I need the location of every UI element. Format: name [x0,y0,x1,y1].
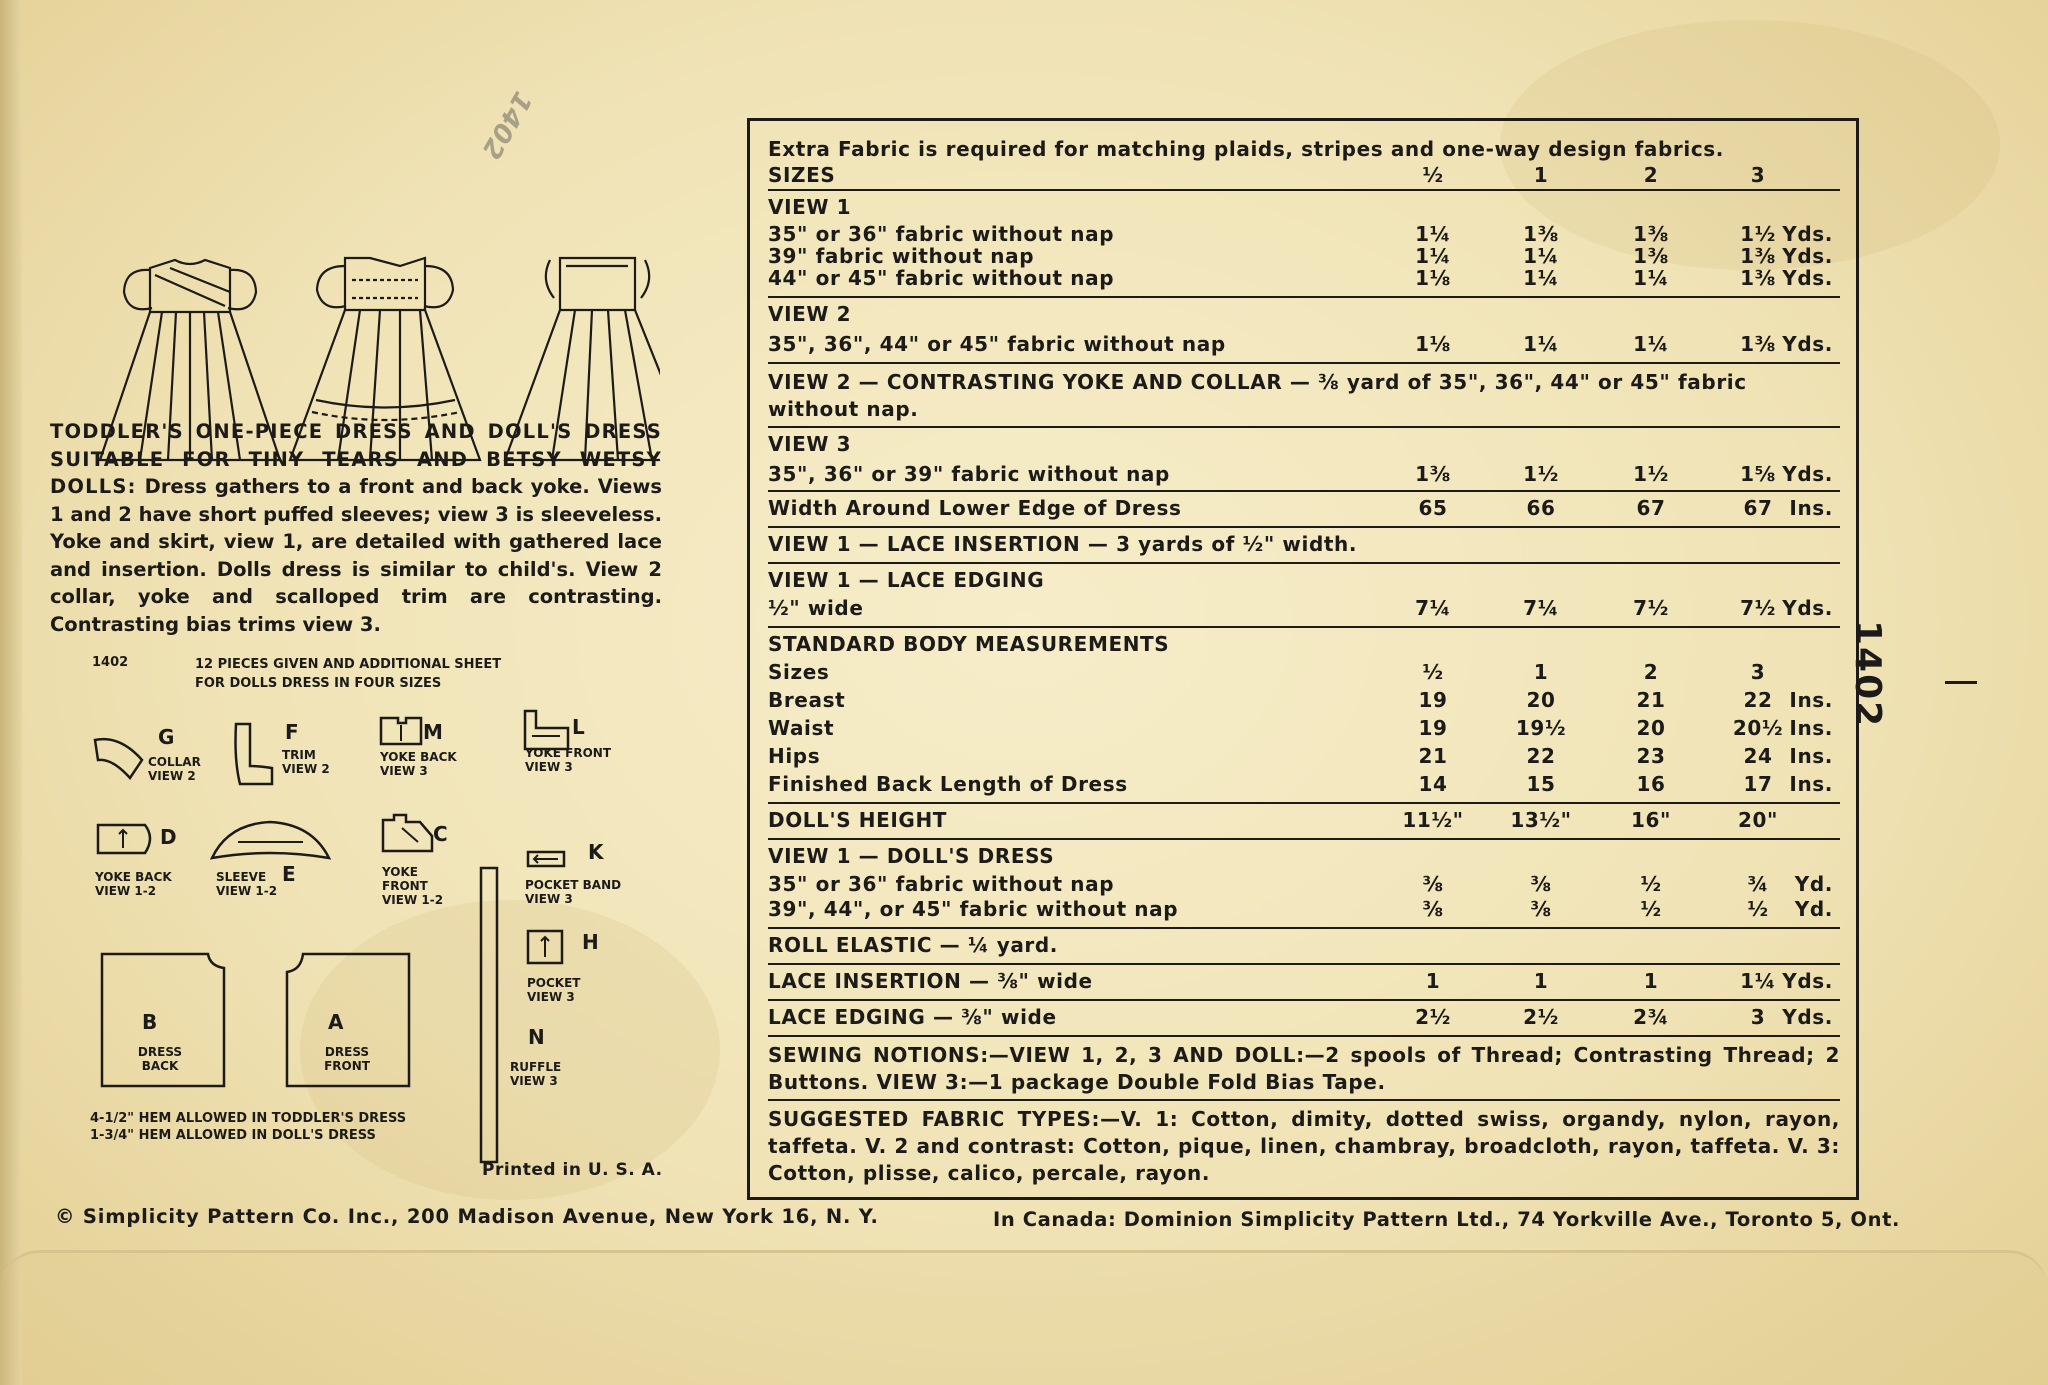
view3-label: VIEW 3 [768,432,852,456]
cell: 1 [1533,969,1549,993]
piece-label-c: YOKE FRONT VIEW 1-2 [382,865,444,907]
unit: Yds. [1782,596,1833,620]
row-label: Hips [768,744,821,768]
row-label: 35", 36", 44" or 45" fabric without nap [768,332,1226,356]
table-row [768,688,1840,716]
piece-letter-c: C [433,822,448,846]
cell: 20" [1737,808,1779,832]
cell: 13½" [1510,808,1572,832]
cell: 67 [1636,496,1666,520]
unit: Yds. [1782,1005,1833,1029]
cell: 23 [1636,744,1666,768]
table-row [768,266,1840,298]
cell: ½ [1747,897,1769,921]
piece-letter-b: B [142,1010,158,1034]
cell: ⅜ [1422,872,1444,896]
yardage-chart [768,137,1840,1187]
unit: Yd. [1794,897,1833,921]
piece-label-h: POCKET VIEW 3 [527,976,581,1004]
cell: 1¼ [1523,244,1559,268]
size-cell: 2 [1643,163,1659,187]
body-measurements-label: STANDARD BODY MEASUREMENTS [768,632,1170,656]
canada-footer: In Canada: Dominion Simplicity Pattern Ltd., 74 Yorkville Ave., Toronto 5, Ont. [993,1208,1901,1231]
cell: 1¼ [1415,222,1451,246]
table-row [768,660,1840,688]
row-label: 44" or 45" fabric without nap [768,266,1115,290]
table-row [768,222,1840,244]
cell: 14 [1418,772,1448,796]
size-cell: 1 [1533,163,1549,187]
cell: 7¼ [1523,596,1559,620]
piece-letter-d: D [160,825,177,849]
row-label: ½" wide [768,596,864,620]
cell: 21 [1418,744,1448,768]
cell: ½ [1640,897,1662,921]
piece-letter-m: M [423,720,443,744]
cell: ⅜ [1422,897,1444,921]
cell: ½ [1640,872,1662,896]
table-row [768,965,1840,1001]
cell: 1⅝ [1740,462,1776,486]
cell: 20 [1526,688,1556,712]
unit: Ins. [1789,496,1833,520]
yoke-front-v12-piece-icon [380,812,435,854]
table-row [768,744,1840,772]
row-label: 35" or 36" fabric without nap [768,872,1115,896]
cell: 3 [1750,660,1766,684]
sizes-row [768,163,1840,191]
cell: 1½ [1523,462,1559,486]
row-label: DOLL'S HEIGHT [768,808,948,832]
cell: 15 [1526,772,1556,796]
unit: Ins. [1789,772,1833,796]
piece-label-e: SLEEVE VIEW 1-2 [216,870,278,898]
view2-contrast-note: VIEW 2 — CONTRASTING YOKE AND COLLAR — ⅜ yard of 35", 36", 44" or 45" fabric without nap. [768,364,1840,428]
doll-dress-label: VIEW 1 — DOLL'S DRESS [768,844,1055,868]
cell: 16" [1630,808,1672,832]
row-label: 35" or 36" fabric without nap [768,222,1115,246]
unit: Yds. [1782,266,1833,290]
cell: 22 [1526,744,1556,768]
pattern-number-vertical: 1402 [1847,620,1888,729]
extra-fabric-note: Extra Fabric is required for matching plaids, stripes and one-way design fabrics. [768,137,1724,161]
cell: 22 [1743,688,1773,712]
collar-piece-icon [90,730,150,785]
cell: 1½ [1740,222,1776,246]
cell: 65 [1418,496,1448,520]
cell: 19 [1418,716,1448,740]
table-row [768,596,1840,628]
cell: 1⅜ [1740,266,1776,290]
unit: Ins. [1789,744,1833,768]
cell: 19½ [1515,716,1567,740]
trim-piece-icon [230,720,280,790]
cell: 20 [1636,716,1666,740]
size-cell: 3 [1750,163,1766,187]
piece-letter-g: G [158,725,175,749]
row-label: 35", 36" or 39" fabric without nap [768,462,1170,486]
unit: Ins. [1789,716,1833,740]
cell: 2 [1643,660,1659,684]
unit: Yds. [1782,222,1833,246]
pattern-description [50,418,662,638]
cell: 1⅜ [1523,222,1559,246]
cell: 11½" [1402,808,1464,832]
piece-letter-f: F [285,720,299,744]
table-row [768,804,1840,840]
table-row [768,244,1840,266]
left-column [50,70,670,1200]
table-row [768,772,1840,804]
cell: 66 [1526,496,1556,520]
hem-allowance-note [90,1110,406,1144]
row-label: Sizes [768,660,830,684]
row-label: 39" fabric without nap [768,244,1035,268]
cell: 1¼ [1740,969,1776,993]
cell: 1¼ [1523,266,1559,290]
cell: 1¼ [1633,332,1669,356]
unit: Ins. [1789,688,1833,712]
piece-label-g: COLLAR VIEW 2 [148,755,201,783]
cell: 2½ [1523,1005,1559,1029]
row-label: LACE EDGING — ⅜" wide [768,1005,1057,1029]
piece-label-d: YOKE BACK VIEW 1-2 [95,870,172,898]
roll-elastic: ROLL ELASTIC — ¼ yard. [768,929,1840,965]
cell: 7½ [1740,596,1776,620]
piece-letter-l: L [572,715,585,739]
yoke-back-v12-piece-icon [95,822,157,856]
handwritten-stamp: 1402 [475,86,538,164]
cell: ¾ [1747,872,1769,896]
view1-label: VIEW 1 [768,195,852,219]
cell: 2¾ [1633,1005,1669,1029]
row-label: Finished Back Length of Dress [768,772,1128,796]
cell: 1 [1533,660,1549,684]
table-row [768,492,1840,528]
description-heading: TODDLER'S ONE-PIECE DRESS AND DOLL'S DRESS SUITABLE FOR TINY TEARS AND BETSY WETSY DOLLS: [50,420,662,498]
cell: 1⅜ [1633,244,1669,268]
piece-letter-e: E [282,862,296,886]
piece-label-l: YOKE FRONT VIEW 3 [525,746,612,774]
cell: 1⅜ [1740,244,1776,268]
piece-label-n: RUFFLE VIEW 3 [510,1060,562,1088]
sizes-label: SIZES [768,163,836,187]
row-label: LACE INSERTION — ⅜" wide [768,969,1093,993]
sleeve-piece-icon [208,818,333,866]
piece-letter-h: H [582,930,599,954]
cell: 21 [1636,688,1666,712]
size-cell: ½ [1422,163,1444,187]
cell: 67 [1743,496,1773,520]
envelope-flap-fold [0,1250,2048,1385]
table-row [768,872,1840,897]
printed-in-usa: Printed in U. S. A. [482,1160,663,1180]
ruffle-piece-icon [478,865,500,1165]
pieces-summary: 12 PIECES GIVEN AND ADDITIONAL SHEET FOR DOLLS DRESS IN FOUR SIZES [195,657,502,691]
cell: 1⅛ [1415,266,1451,290]
cell: 1¼ [1415,244,1451,268]
piece-label-m: YOKE BACK VIEW 3 [380,750,457,778]
cell: 7¼ [1415,596,1451,620]
cell: 1⅜ [1740,332,1776,356]
row-label: Width Around Lower Edge of Dress [768,496,1182,520]
suggested-fabrics: SUGGESTED FABRIC TYPES:—V. 1: Cotton, dimity, dotted swiss, organdy, nylon, rayon, taffeta. V. 2 and contrast: Cotton, pique, linen, chambray, broadcloth, rayon, taffeta. V. 3: Cotton, plisse, calico, percale, rayon. [768,1107,1840,1185]
cell: 19 [1418,688,1448,712]
table-row [768,462,1840,492]
cell: ⅜ [1530,897,1552,921]
table-row [768,332,1840,364]
copyright-footer: © Simplicity Pattern Co. Inc., 200 Madison Avenue, New York 16, N. Y. [55,1205,879,1228]
piece-label-k: POCKET BAND VIEW 3 [525,878,622,906]
cell: 1¼ [1633,266,1669,290]
side-tick-mark [1945,681,1977,684]
cell: 1 [1643,969,1659,993]
cell: 1 [1425,969,1441,993]
hem-doll: 1-3/4" HEM ALLOWED IN DOLL'S DRESS [90,1128,376,1143]
cell: 24 [1743,744,1773,768]
lace-edging-view1-label: VIEW 1 — LACE EDGING [768,568,1045,592]
table-row [768,716,1840,744]
row-label: Waist [768,716,835,740]
cell: 1½ [1633,462,1669,486]
pocket-band-piece-icon [525,848,567,870]
row-label: Breast [768,688,846,712]
piece-label-f: TRIM VIEW 2 [282,748,330,776]
cell: 3 [1750,1005,1766,1029]
cell: 1⅛ [1415,332,1451,356]
piece-letter-a: A [328,1010,344,1034]
envelope-left-edge [0,0,22,1385]
description-body: Dress gathers to a front and back yoke. Views 1 and 2 have short puffed sleeves; view 3 is sleeveless. Yoke and skirt, view 1, are detailed with gathered lace and insertion. Dolls dress is similar to child's. View 2 collar, yoke and scalloped trim are contrasting. Contrasting bias trims view 3. [50,475,662,636]
cell: 7½ [1633,596,1669,620]
piece-label-a: DRESS FRONT [324,1045,370,1073]
cell: 16 [1636,772,1666,796]
cell: ½ [1422,660,1444,684]
lace-insertion-view1: VIEW 1 — LACE INSERTION — 3 yards of ½" width. [768,528,1840,564]
piece-letter-n: N [528,1025,545,1049]
unit: Yds. [1782,332,1833,356]
unit: Yd. [1794,872,1833,896]
unit: Yds. [1782,244,1833,268]
piece-letter-k: K [588,840,604,864]
table-row [768,1001,1840,1037]
cell: 2½ [1415,1005,1451,1029]
cell: 17 [1743,772,1773,796]
table-row [768,897,1840,929]
pocket-piece-icon [525,928,565,966]
sewing-notions: SEWING NOTIONS:—VIEW 1, 2, 3 AND DOLL:—2 spools of Thread; Contrasting Thread; 2 Buttons. VIEW 3:—1 package Double Fold Bias Tape. [768,1037,1840,1101]
piece-label-b: DRESS BACK [137,1045,183,1073]
yoke-back-v3-piece-icon [378,715,424,747]
yardage-chart-box [747,118,1859,1200]
cell: ⅜ [1530,872,1552,896]
cell: 1¼ [1523,332,1559,356]
row-label: 39", 44", or 45" fabric without nap [768,897,1179,921]
unit: Yds. [1782,462,1833,486]
cell: 1⅜ [1415,462,1451,486]
cell: 20½ [1732,716,1784,740]
unit: Yds. [1782,969,1833,993]
view2-label: VIEW 2 [768,302,852,326]
cell: 1⅜ [1633,222,1669,246]
hem-toddler: 4-1/2" HEM ALLOWED IN TODDLER'S DRESS [90,1111,407,1126]
pieces-pattern-number: 1402 [92,655,129,670]
